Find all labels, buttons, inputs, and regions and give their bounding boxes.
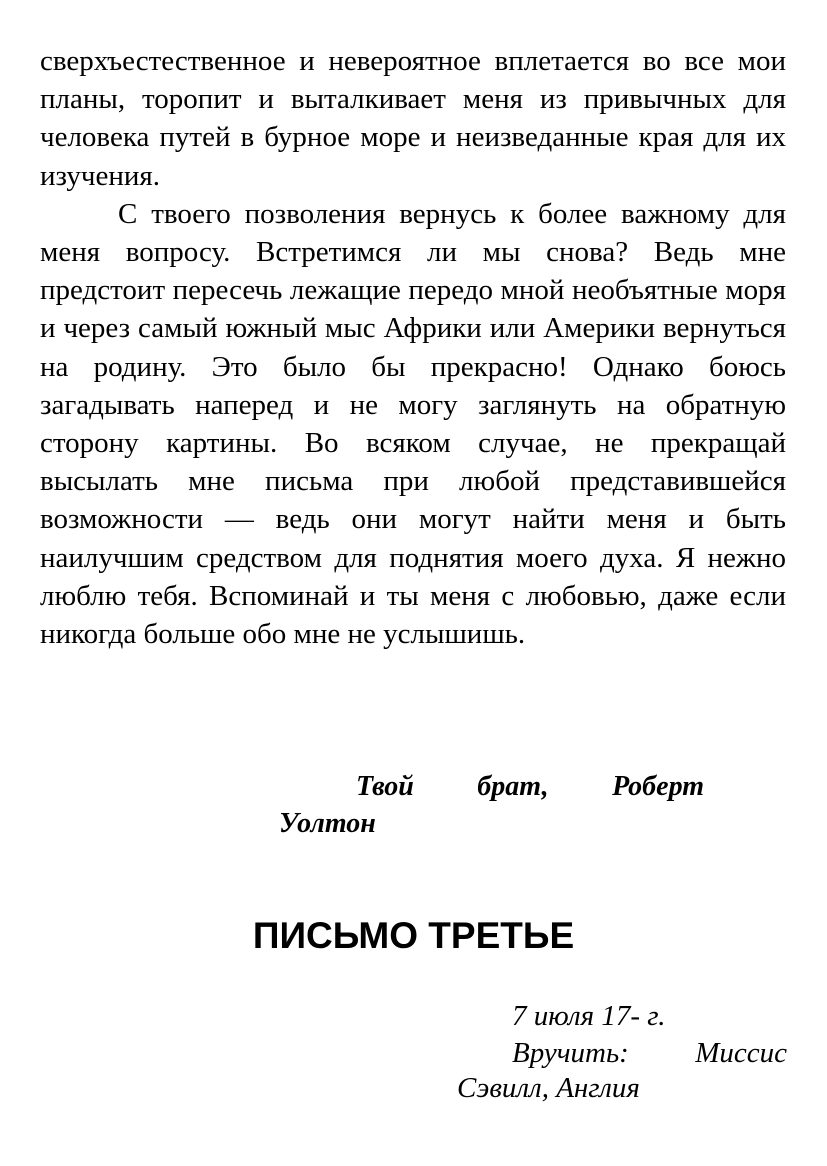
signature-word: брат,	[477, 771, 549, 802]
paragraph-continued: сверхъестественное и невероятное вплетается во все мои планы, торопит и выталкивает меня из привычных для человека путей в бурное море и неизведанные края для их изучения.	[40, 45, 786, 192]
signature-word: Твой	[356, 771, 414, 802]
delivery-name: Миссис	[695, 1037, 787, 1069]
delivery-label: Вручить:	[512, 1037, 629, 1069]
signature-line	[356, 769, 704, 805]
signature-word: Роберт	[612, 771, 704, 802]
chapter-title: ПИСЬМО ТРЕТЬЕ	[252, 915, 575, 956]
letter-body	[40, 42, 786, 653]
letter-recipient: Сэвилл, Англия	[457, 1072, 640, 1104]
delivery-line	[512, 1034, 787, 1072]
paragraph: С твоего позволения вернусь к более важному для меня вопросу. Встретимся ли мы снова? Ведь мне предстоит пересечь лежащие передо мной необъятные моря и через самый южный мыс Африки или Америки вернуться на родину. Это было бы прекрасно! Однако боюсь загадывать наперед и не могу заглянуть на обратную сторону картины. Во всяком случае, не прекращай высылать мне письма при любой представившейся возможности — ведь они могут найти меня и быть наилучшим средством для поднятия моего духа. Я нежно люблю тебя. Вспоминай и ты меня с любовью, даже если никогда больше обо мне не услышишь.	[40, 197, 786, 651]
letter-date: 7 июля 17- г.	[512, 1000, 666, 1032]
signature-surname: Уолтон	[279, 808, 376, 839]
